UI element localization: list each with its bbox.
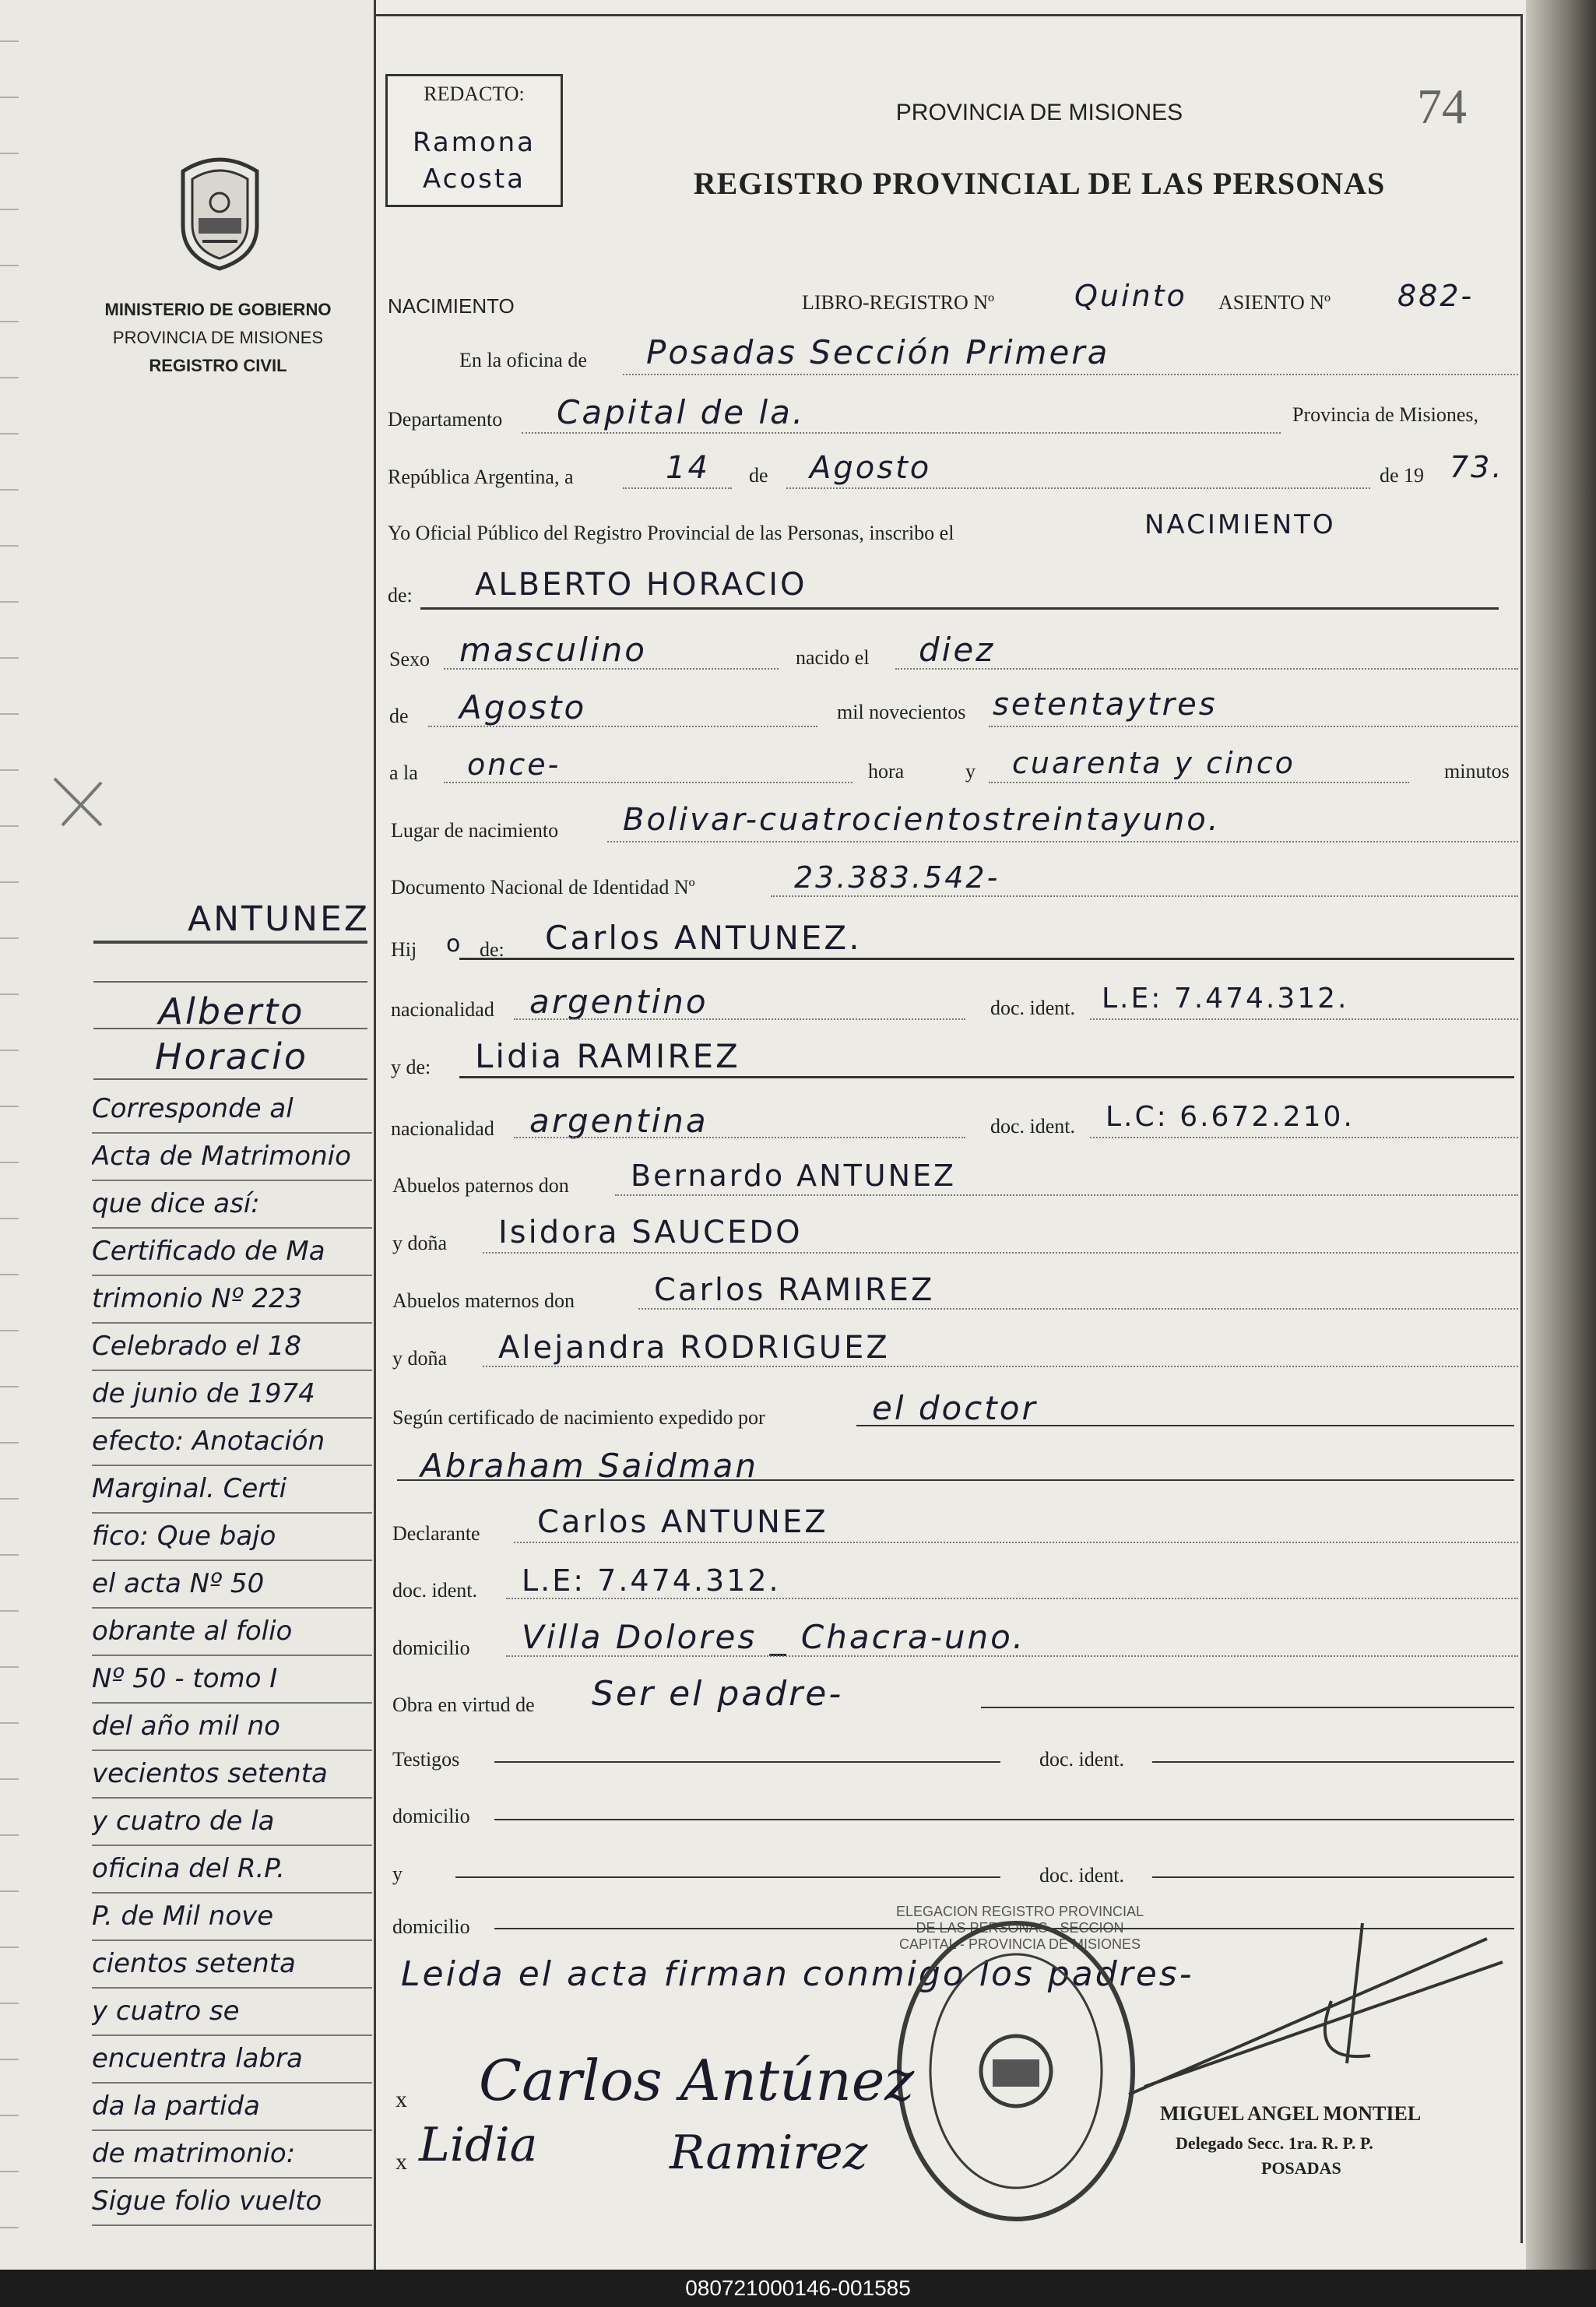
abuelos-paternos-label: Abuelos paternos don	[392, 1174, 569, 1197]
abuela-paterna-value: Isidora SAUCEDO	[498, 1215, 803, 1250]
declarante-value: Carlos ANTUNEZ	[537, 1504, 828, 1540]
obra-label: Obra en virtud de	[392, 1693, 535, 1716]
year-label: de 19	[1380, 464, 1425, 487]
nacido-line	[895, 668, 1518, 670]
margin-note-line: que dice así:	[92, 1181, 372, 1229]
doctor-line	[397, 1479, 1514, 1481]
hora-value: once-	[467, 747, 561, 782]
margin-note-line: del año mil no	[92, 1704, 372, 1751]
margin-note-line: Nº 50 - tomo I	[92, 1656, 372, 1704]
madre-line	[459, 1076, 1514, 1078]
testigo-1-doc-line	[1152, 1761, 1514, 1763]
official-signature-scribble	[1113, 1908, 1518, 2110]
domicilio-testigo-2-label: domicilio	[392, 1915, 470, 1938]
abuelo-paterno-value: Bernardo ANTUNEZ	[631, 1159, 957, 1193]
domicilio-value: Villa Dolores _ Chacra-uno.	[522, 1618, 1026, 1656]
testigo-2-doc-line	[1152, 1876, 1514, 1878]
signature-mark-2: x	[395, 2149, 407, 2175]
margin-rule	[93, 1028, 367, 1029]
doc-padre-line	[1090, 1018, 1518, 1020]
closing-statement: Leida el acta firman conmigo los padres-	[401, 1954, 1194, 1994]
asiento-label: ASIENTO Nº	[1218, 291, 1331, 314]
doctor-value: Abraham Saidman	[420, 1447, 759, 1485]
hora-label: hora	[868, 760, 905, 782]
abuelos-maternos-label: Abuelos maternos don	[392, 1289, 575, 1312]
testigo-2-line	[455, 1876, 1000, 1878]
dni-value: 23.383.542-	[794, 860, 1000, 895]
inscribo-value: NACIMIENTO	[1144, 509, 1336, 540]
name-line	[420, 607, 1499, 610]
obra-value: Ser el padre-	[592, 1674, 844, 1714]
margin-note-line: cientos setenta	[92, 1941, 372, 1989]
margin-note-line: vecientos setenta	[92, 1751, 372, 1799]
stamp-text: ELEGACION REGISTRO PROVINCIAL DE LAS PERSONAS - SECCION CAPITAL - PROVINCIA DE MISIONES	[895, 1904, 1144, 1952]
redacto-name-1: Ramona	[412, 127, 536, 158]
abuela-materna-line	[483, 1366, 1518, 1367]
lugar-line	[607, 841, 1518, 842]
margin-note-line: de matrimonio:	[92, 2131, 372, 2179]
margin-note-line: oficina del R.P.	[92, 1846, 372, 1894]
minutos-line	[989, 782, 1409, 783]
doc-madre-label: doc. ident.	[990, 1115, 1076, 1138]
libro-label: LIBRO-REGISTRO Nº	[802, 291, 995, 314]
minutos-label: minutos	[1444, 760, 1510, 782]
day-line	[623, 487, 732, 489]
ala-label: a la	[389, 761, 418, 784]
domicilio-testigo-1-label: domicilio	[392, 1805, 470, 1827]
abuela-materna-value: Alejandra RODRIGUEZ	[498, 1330, 890, 1366]
hijo-de-label: de:	[480, 938, 504, 961]
nacionalidad-madre-line	[514, 1137, 965, 1138]
hora-line	[444, 782, 852, 783]
doc-declarante-label: doc. ident.	[392, 1579, 478, 1602]
nacionalidad-padre-value: argentino	[529, 983, 708, 1021]
nacionalidad-madre-value: argentina	[529, 1102, 708, 1140]
margin-note-line: trimonio Nº 223	[92, 1276, 372, 1324]
segun-value: el doctor	[872, 1389, 1038, 1427]
ministry-line-3: REGISTRO CIVIL	[149, 356, 287, 375]
abuelo-paterno-line	[615, 1194, 1518, 1196]
mes-line	[428, 726, 817, 727]
asiento-value: 882-	[1397, 279, 1475, 313]
padre-line	[459, 958, 1514, 960]
oficina-line	[623, 374, 1518, 375]
footer-id-bar: 080721000146-001585	[0, 2270, 1596, 2307]
official-city: POSADAS	[1261, 2158, 1341, 2178]
sexo-line	[444, 668, 779, 670]
margin-rule	[93, 1078, 367, 1080]
testigos-label: Testigos	[392, 1748, 460, 1771]
margin-note-line: el acta Nº 50	[92, 1561, 372, 1609]
official-name: MIGUEL ANGEL MONTIEL	[1160, 2102, 1422, 2125]
testigo-1-doc-label: doc. ident.	[1039, 1748, 1125, 1771]
binding-ticks	[0, 0, 19, 2270]
page-number: 74	[1417, 79, 1467, 134]
minutos-value: cuarenta y cinco	[1012, 746, 1295, 780]
hijo-gender-value: o	[446, 930, 463, 958]
margin-note-line: y cuatro de la	[92, 1799, 372, 1846]
margin-note-line: de junio de 1974	[92, 1371, 372, 1419]
provincial-emblem-icon	[167, 148, 272, 273]
margin-note-line: Acta de Matrimonio	[92, 1134, 372, 1181]
doc-madre-value: L.C: 6.672.210.	[1106, 1101, 1355, 1133]
segun-line	[856, 1425, 1514, 1426]
departamento-label: Departamento	[388, 408, 503, 431]
margin-note-line: Corresponde al	[92, 1086, 372, 1134]
month-value: Agosto	[810, 450, 932, 486]
page-edge	[1526, 0, 1596, 2270]
margin-note-line: efecto: Anotación	[92, 1419, 372, 1466]
ministry-block	[70, 296, 366, 380]
nacido-value: diez	[919, 631, 996, 669]
nacionalidad-madre-label: nacionalidad	[391, 1117, 494, 1140]
margin-note-line: encuentra labra	[92, 2036, 372, 2084]
provincia-label: Provincia de Misiones,	[1292, 403, 1479, 426]
header-province: PROVINCIA DE MISIONES	[895, 100, 1183, 125]
lugar-label: Lugar de nacimiento	[391, 819, 559, 842]
name-value: ALBERTO HORACIO	[475, 567, 807, 603]
hijo-label: Hij	[391, 938, 417, 961]
obra-line	[981, 1707, 1514, 1708]
margin-annotation	[92, 1086, 372, 2226]
departamento-value: Capital de la.	[557, 393, 806, 431]
margin-note-line: fico: Que bajo	[92, 1514, 372, 1561]
abuelo-materno-value: Carlos RAMIREZ	[654, 1272, 935, 1308]
testigo-1-line	[494, 1761, 1000, 1763]
nacido-label: nacido el	[796, 646, 870, 669]
sexo-value: masculino	[459, 631, 647, 669]
header-title: REGISTRO PROVINCIAL DE LAS PERSONAS	[693, 166, 1386, 201]
lugar-value: Bolivar-cuatrocientostreintayuno.	[623, 802, 1221, 838]
domicilio-line	[506, 1655, 1518, 1657]
signature-mother-last: Ramirez	[670, 2126, 868, 2180]
abuela-materna-label: y doña	[392, 1347, 448, 1370]
margin-note-line: y cuatro se	[92, 1989, 372, 2036]
declarante-line	[514, 1542, 1518, 1543]
nacionalidad-padre-label: nacionalidad	[391, 998, 494, 1021]
yo-label: Yo Oficial Público del Registro Provincial de las Personas, inscribo el	[388, 522, 954, 544]
oficina-label: En la oficina de	[459, 349, 587, 371]
doc-padre-value: L.E: 7.474.312.	[1102, 983, 1349, 1015]
doc-madre-line	[1090, 1137, 1518, 1138]
month-line	[786, 487, 1370, 489]
doc-padre-label: doc. ident.	[990, 997, 1076, 1019]
dni-label: Documento Nacional de Identidad Nº	[391, 876, 695, 899]
margin-surname: ANTUNEZ	[188, 899, 370, 939]
de-name-label: de:	[388, 584, 413, 607]
margin-note-line: Certificado de Ma	[92, 1229, 372, 1276]
margin-given-1: Alberto	[158, 990, 305, 1032]
signature-father: Carlos Antúnez	[479, 2048, 915, 2113]
anio-value: setentaytres	[993, 687, 1218, 723]
de-month-label: de	[389, 705, 409, 727]
surname-underline	[93, 941, 367, 944]
nacionalidad-padre-line	[514, 1018, 965, 1020]
official-title: Delegado Secc. 1ra. R. P. P.	[1176, 2133, 1373, 2153]
doc-declarante-value: L.E: 7.474.312.	[522, 1563, 781, 1598]
signature-mark-1: x	[395, 2087, 407, 2112]
mil-label: mil novecientos	[837, 701, 966, 723]
redacto-name-2: Acosta	[422, 164, 526, 195]
republica-label: República Argentina, a	[388, 466, 574, 488]
departamento-line	[522, 432, 1281, 434]
domicilio-label: domicilio	[392, 1637, 470, 1659]
margin-note-line: Celebrado el 18	[92, 1324, 372, 1371]
doc-declarante-line	[506, 1598, 1518, 1599]
margin-note-line: Marginal. Certi	[92, 1466, 372, 1514]
oficina-value: Posadas Sección Primera	[646, 333, 1110, 371]
sexo-label: Sexo	[389, 648, 430, 670]
ministry-line-2: PROVINCIA DE MISIONES	[112, 328, 324, 347]
abuelo-materno-line	[638, 1308, 1518, 1310]
margin-given-2: Horacio	[154, 1036, 309, 1078]
de-label: de	[749, 464, 768, 487]
testigo-2-doc-label: doc. ident.	[1039, 1864, 1125, 1887]
abuela-paterna-line	[483, 1252, 1518, 1254]
padre-value: Carlos ANTUNEZ.	[545, 919, 862, 957]
x-mark-icon	[47, 771, 117, 833]
dni-line	[771, 895, 1518, 897]
year-value: 73.	[1450, 450, 1504, 484]
margin-note-line: P. de Mil nove	[92, 1894, 372, 1941]
margin-note-line: obrante al folio	[92, 1609, 372, 1656]
madre-value: Lidia RAMIREZ	[475, 1037, 740, 1075]
segun-label: Según certificado de nacimiento expedido por	[392, 1406, 765, 1429]
libro-value: Quinto	[1074, 279, 1187, 313]
margin-rule	[93, 981, 367, 983]
abuela-paterna-label: y doña	[392, 1232, 448, 1254]
testigo-2-label: y	[392, 1862, 403, 1885]
nacimiento-label: NACIMIENTO	[388, 294, 515, 318]
redacto-label: REDACTO:	[424, 83, 525, 105]
anio-line	[989, 726, 1518, 727]
margin-note-line: Sigue folio vuelto	[92, 2179, 372, 2226]
redacto-box	[385, 74, 563, 207]
signature-mother-first: Lidia	[419, 2118, 538, 2172]
ministry-line-1: MINISTERIO DE GOBIERNO	[104, 300, 332, 319]
declarante-label: Declarante	[392, 1522, 480, 1545]
y-label: y	[965, 760, 976, 782]
domicilio-testigo-1-line	[494, 1819, 1514, 1820]
margin-note-line: da la partida	[92, 2084, 372, 2131]
day-value: 14	[666, 450, 710, 486]
mes-value: Agosto	[459, 688, 587, 726]
madre-label: y de:	[391, 1056, 431, 1078]
left-margin-column	[0, 0, 376, 2270]
